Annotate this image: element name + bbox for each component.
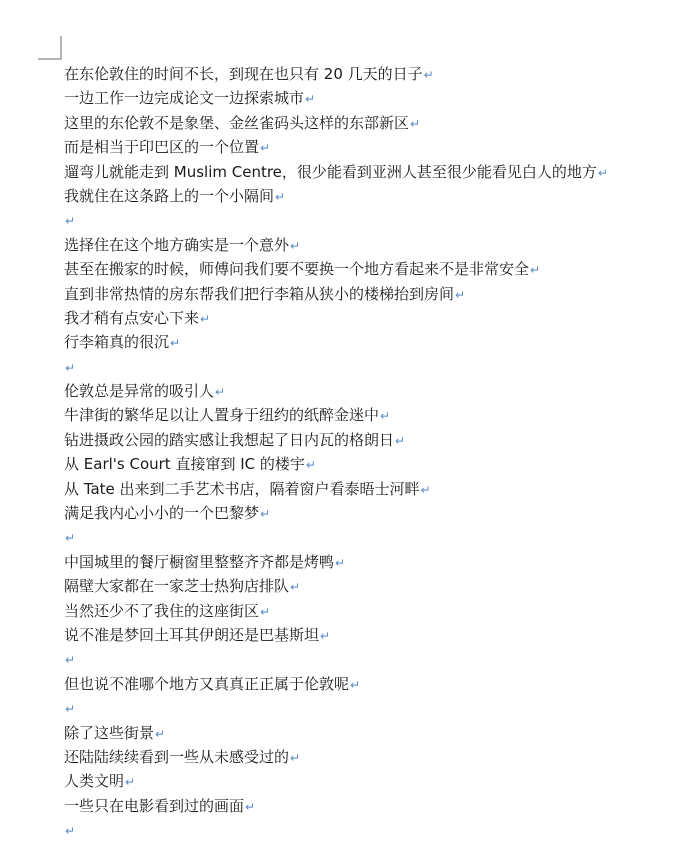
paragraph-mark-icon: ↵	[65, 531, 76, 546]
line-text: 这里的东伦敦不是象堡、金丝雀码头这样的东部新区	[64, 113, 410, 132]
text-line	[64, 550, 664, 574]
line-text: 从 Earl's Court 直接窜到 IC 的楼宇	[64, 455, 305, 474]
line-text: 我才稍有点安心下来	[64, 308, 200, 327]
line-text: 在东伦敦住的时间不长，到现在也只有 20 几天的日子	[64, 65, 423, 83]
paragraph-mark-icon: ↵	[410, 116, 421, 131]
paragraph-mark-icon: ↵	[290, 750, 301, 765]
text-line	[64, 379, 664, 403]
paragraph-mark-icon: ↵	[290, 238, 301, 253]
empty-line	[64, 647, 664, 671]
line-text: 直到非常热情的房东帮我们把行李箱从狭小的楼梯抬到房间	[64, 284, 455, 303]
text-line	[64, 721, 664, 745]
paragraph-mark-icon: ↵	[260, 507, 271, 522]
paragraph-mark-icon: ↵	[420, 482, 431, 497]
paragraph-mark-icon: ↵	[530, 263, 541, 278]
line-text: 钻进摄政公园的踏实感让我想起了日内瓦的格朗日	[64, 430, 395, 449]
text-line	[64, 62, 664, 86]
paragraph-mark-icon: ↵	[290, 580, 301, 595]
document-body[interactable]	[64, 62, 664, 843]
text-line	[64, 574, 664, 598]
text-line	[64, 86, 664, 110]
paragraph-mark-icon: ↵	[423, 68, 434, 82]
paragraph-mark-icon: ↵	[65, 702, 76, 717]
empty-line	[64, 208, 664, 232]
text-line	[64, 282, 664, 306]
text-line	[64, 403, 664, 427]
paragraph-mark-icon: ↵	[65, 214, 76, 229]
empty-line	[64, 525, 664, 549]
paragraph-mark-icon: ↵	[275, 189, 286, 204]
paragraph-mark-icon: ↵	[455, 287, 466, 302]
text-line	[64, 477, 664, 501]
line-text: 一些只在电影看到过的画面	[64, 796, 245, 815]
paragraph-mark-icon: ↵	[320, 628, 331, 643]
line-text: 还陆陆续续看到一些从未感受过的	[64, 747, 290, 766]
text-line	[64, 257, 664, 281]
empty-line	[64, 818, 664, 842]
text-line	[64, 135, 664, 159]
text-line	[64, 233, 664, 257]
text-line	[64, 160, 664, 184]
text-line	[64, 330, 664, 354]
paragraph-mark-icon: ↵	[305, 92, 316, 107]
paragraph-mark-icon: ↵	[125, 775, 136, 790]
paragraph-mark-icon: ↵	[305, 458, 316, 473]
page-margin-corner-mark	[38, 36, 62, 60]
line-text: 伦敦总是异常的吸引人	[64, 382, 215, 401]
text-line	[64, 745, 664, 769]
text-line	[64, 452, 664, 476]
line-text: 除了这些街景	[64, 723, 155, 742]
paragraph-mark-icon: ↵	[215, 385, 226, 400]
text-line	[64, 184, 664, 208]
paragraph-mark-icon: ↵	[597, 165, 608, 180]
line-text: 甚至在搬家的时候，师傅问我们要不要换一个地方看起来不是非常安全	[64, 260, 530, 279]
line-text: 当然还少不了我住的这座街区	[64, 601, 260, 620]
paragraph-mark-icon: ↵	[260, 604, 271, 619]
paragraph-mark-icon: ↵	[200, 311, 211, 326]
text-line	[64, 623, 664, 647]
line-text: 但也说不准哪个地方又真真正正属于伦敦呢	[64, 674, 350, 693]
line-text: 遛弯儿就能走到 Muslim Centre，很少能看到亚洲人甚至很少能看见白人的地方	[64, 162, 597, 181]
text-line	[64, 794, 664, 818]
paragraph-mark-icon: ↵	[395, 433, 406, 448]
line-text: 人类文明	[64, 772, 125, 791]
text-line	[64, 111, 664, 135]
paragraph-mark-icon: ↵	[170, 336, 181, 351]
line-text: 隔壁大家都在一家芝士热狗店排队	[64, 577, 290, 596]
text-line	[64, 672, 664, 696]
text-line	[64, 501, 664, 525]
text-line	[64, 599, 664, 623]
line-text: 选择住在这个地方确实是一个意外	[64, 235, 290, 254]
empty-line	[64, 355, 664, 379]
line-text: 行李箱真的很沉	[64, 333, 170, 352]
paragraph-mark-icon: ↵	[260, 141, 271, 156]
line-text: 说不准是梦回土耳其伊朗还是巴基斯坦	[64, 625, 320, 644]
line-text: 中国城里的餐厅橱窗里整整齐齐都是烤鸭	[64, 552, 335, 571]
line-text: 从 Tate 出来到二手艺术书店，隔着窗户看泰晤士河畔	[64, 479, 420, 498]
line-text: 满足我内心小小的一个巴黎梦	[64, 504, 260, 523]
paragraph-mark-icon: ↵	[65, 824, 76, 839]
line-text: 而是相当于印巴区的一个位置	[64, 138, 260, 157]
line-text: 牛津街的繁华足以让人置身于纽约的纸醉金迷中	[64, 406, 380, 425]
empty-line	[64, 696, 664, 720]
text-line	[64, 306, 664, 330]
text-line	[64, 769, 664, 793]
line-text: 我就住在这条路上的一个小隔间	[64, 186, 275, 205]
paragraph-mark-icon: ↵	[350, 677, 361, 692]
paragraph-mark-icon: ↵	[155, 726, 166, 741]
line-text: 一边工作一边完成论文一边探索城市	[64, 89, 305, 108]
text-line	[64, 428, 664, 452]
paragraph-mark-icon: ↵	[65, 360, 76, 375]
paragraph-mark-icon: ↵	[245, 799, 256, 814]
paragraph-mark-icon: ↵	[335, 555, 346, 570]
paragraph-mark-icon: ↵	[380, 409, 391, 424]
paragraph-mark-icon: ↵	[65, 653, 76, 668]
